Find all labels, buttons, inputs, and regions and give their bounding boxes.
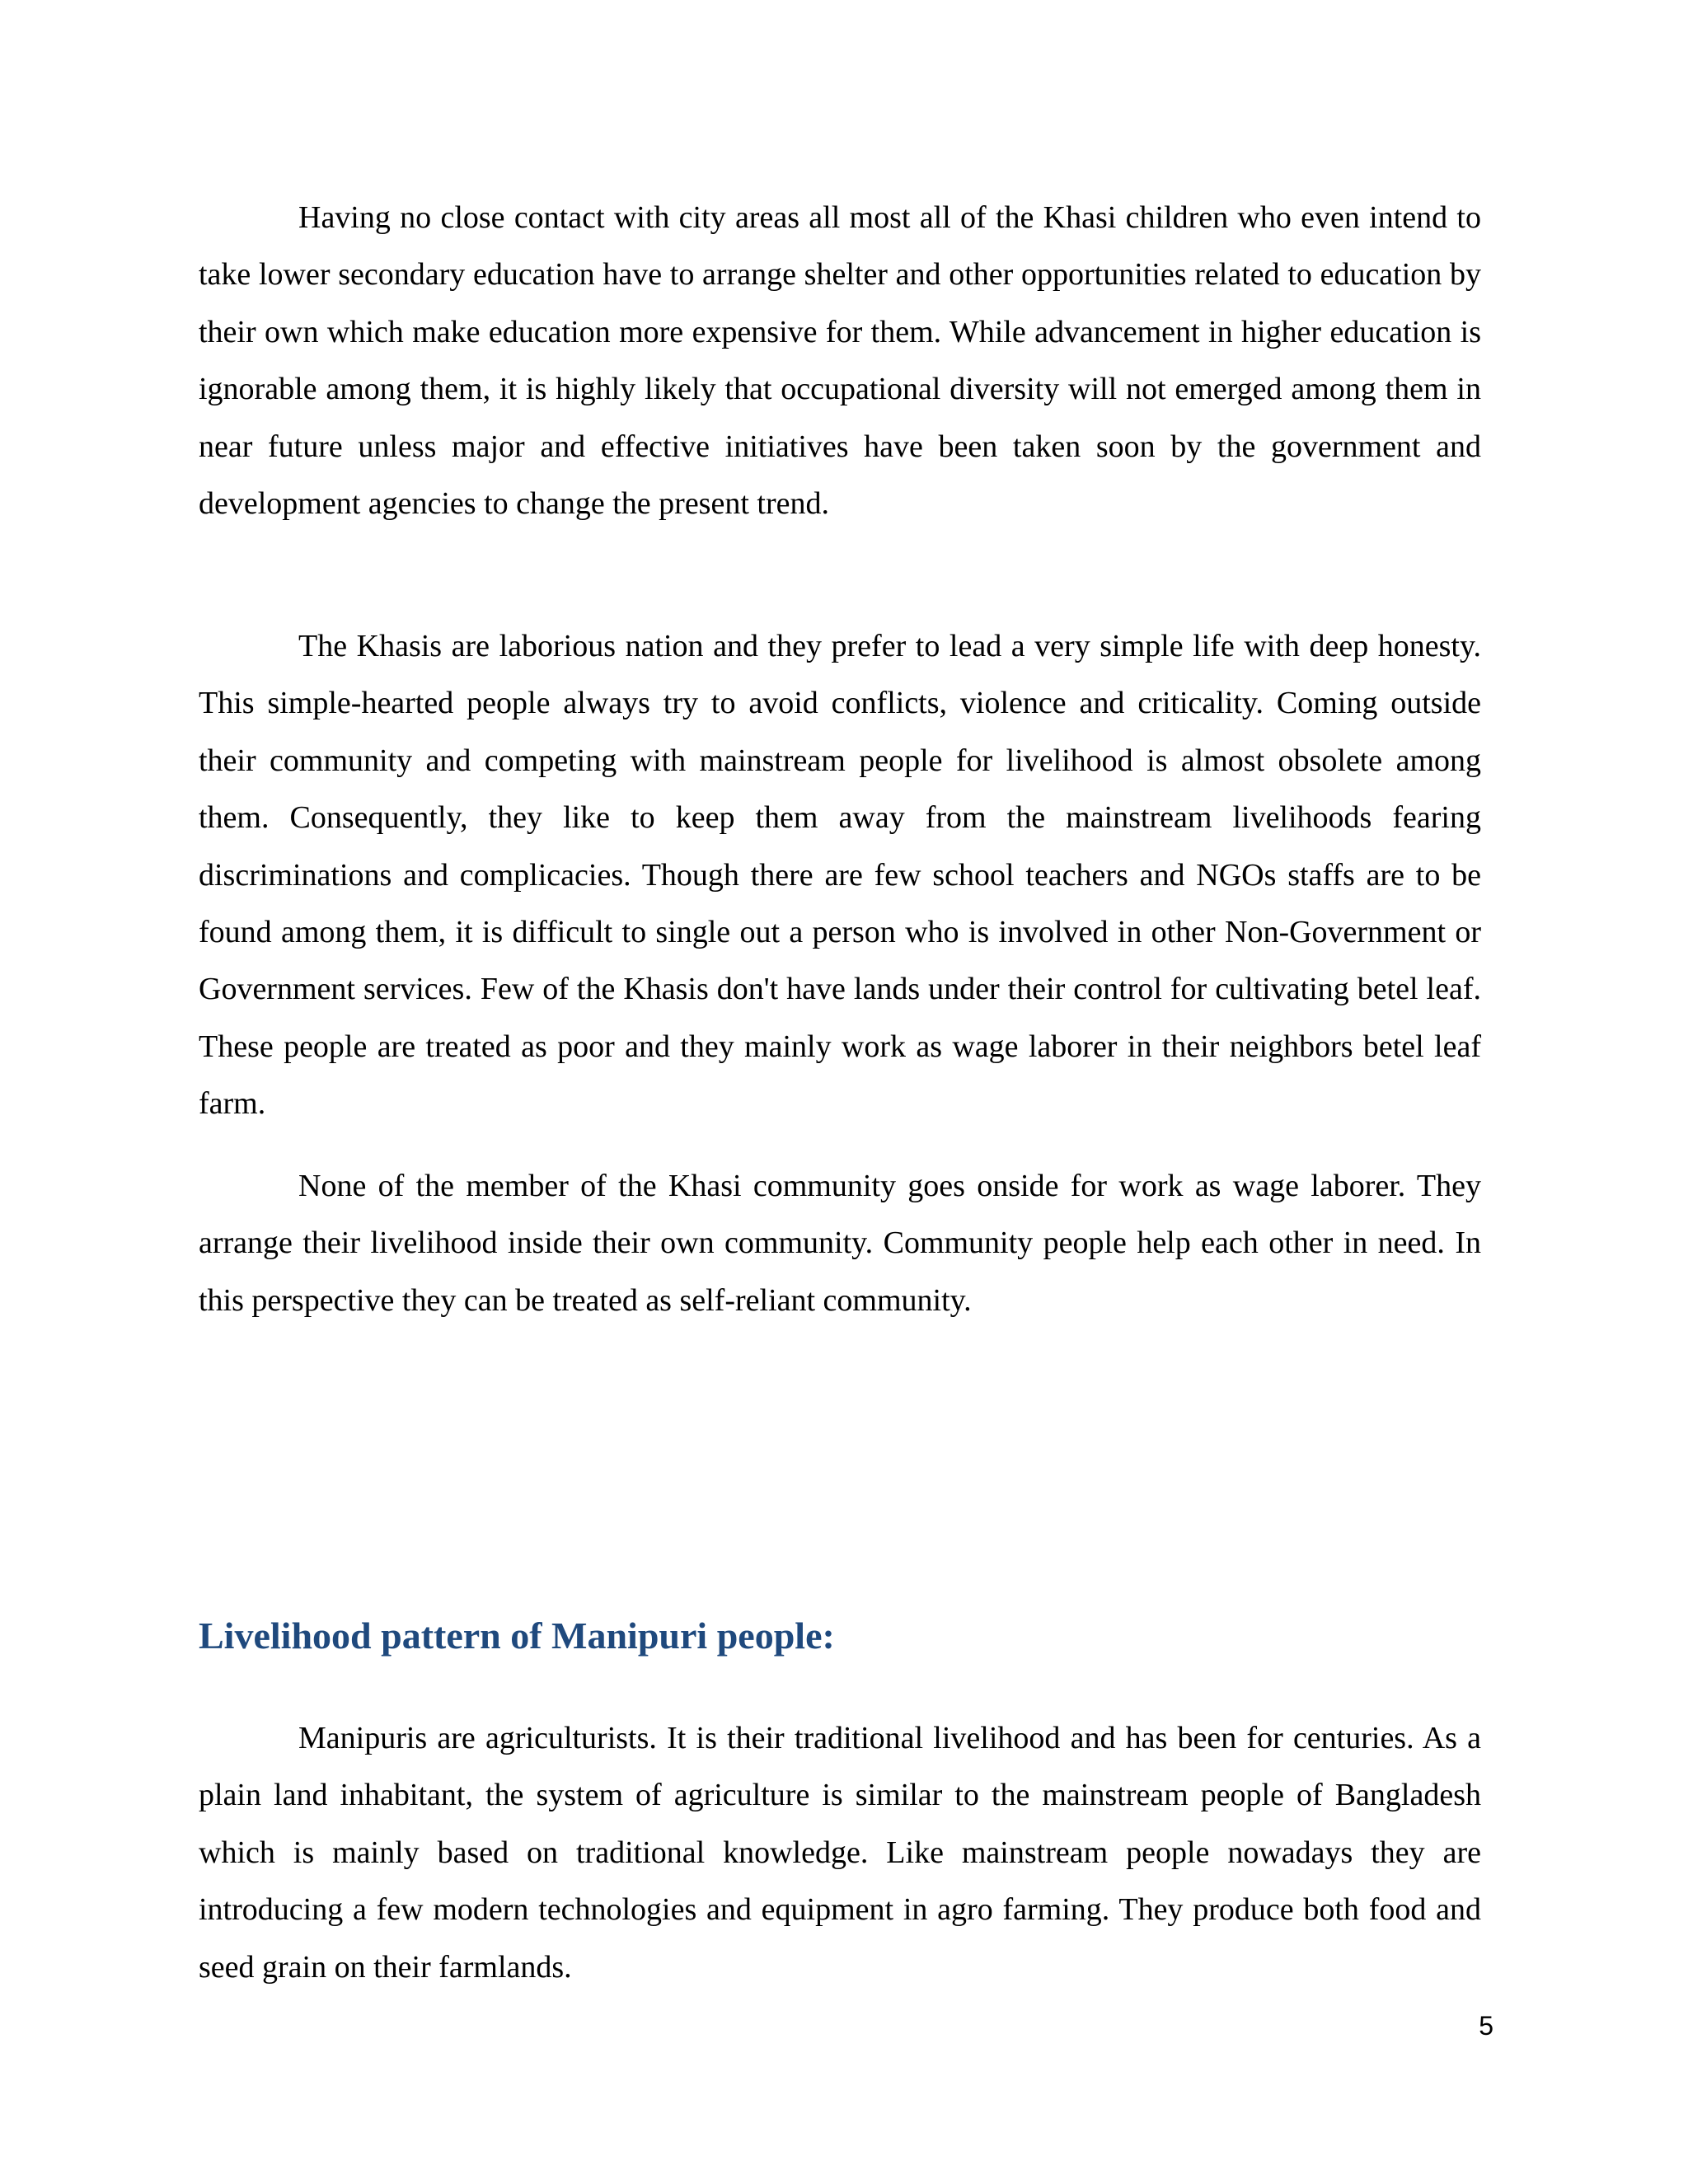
body-paragraph-khasi-self-reliance: None of the member of the Khasi community goes onside for work as wage laborer. They arrange their livelihood inside their own community. Community people help each other in need. In this perspective they can be treated as self-reliant community. (199, 1169, 1481, 1318)
body-paragraph-khasi-lifestyle: The Khasis are laborious nation and they prefer to lead a very simple life with deep honesty. This simple-hearted people always try to avoid conflicts, violence and criticality. Coming outside their community and competing with mainstream people for livelihood is almost obsolete among them. Consequently, they like to keep them away from the mainstream livelihoods fearing discriminations and complicacies. Though there are few school teachers and NGOs staffs are to be found among them, it is difficult to single out a person who is involved in other Non-Government or Government services. Few of the Khasis don't have lands under their control for cultivating betel leaf. These people are treated as poor and they mainly work as wage laborer in their neighbors betel leaf farm. (199, 629, 1481, 1122)
body-paragraph-khasi-education: Having no close contact with city areas all most all of the Khasi children who even intend to take lower secondary education have to arrange shelter and other opportunities related to education by their own which make education more expensive for them. While advancement in higher education is ignorable among them, it is highly likely that occupational diversity will not emerged among them in near future unless major and effective initiatives have been taken soon by the government and development agencies to change the present trend. (199, 200, 1481, 522)
page-number: 5 (1479, 2011, 1493, 2041)
body-paragraph-manipuri-livelihood: Manipuris are agriculturists. It is their traditional livelihood and has been for centuries. As a plain land inhabitant, the system of agriculture is similar to the mainstream people of Bangladesh which is mainly based on traditional knowledge. Like mainstream people nowadays they are introducing a few modern technologies and equipment in agro farming. They produce both food and seed grain on their farmlands. (199, 1721, 1481, 1985)
section-heading: Livelihood pattern of Manipuri people: (199, 1615, 835, 1657)
